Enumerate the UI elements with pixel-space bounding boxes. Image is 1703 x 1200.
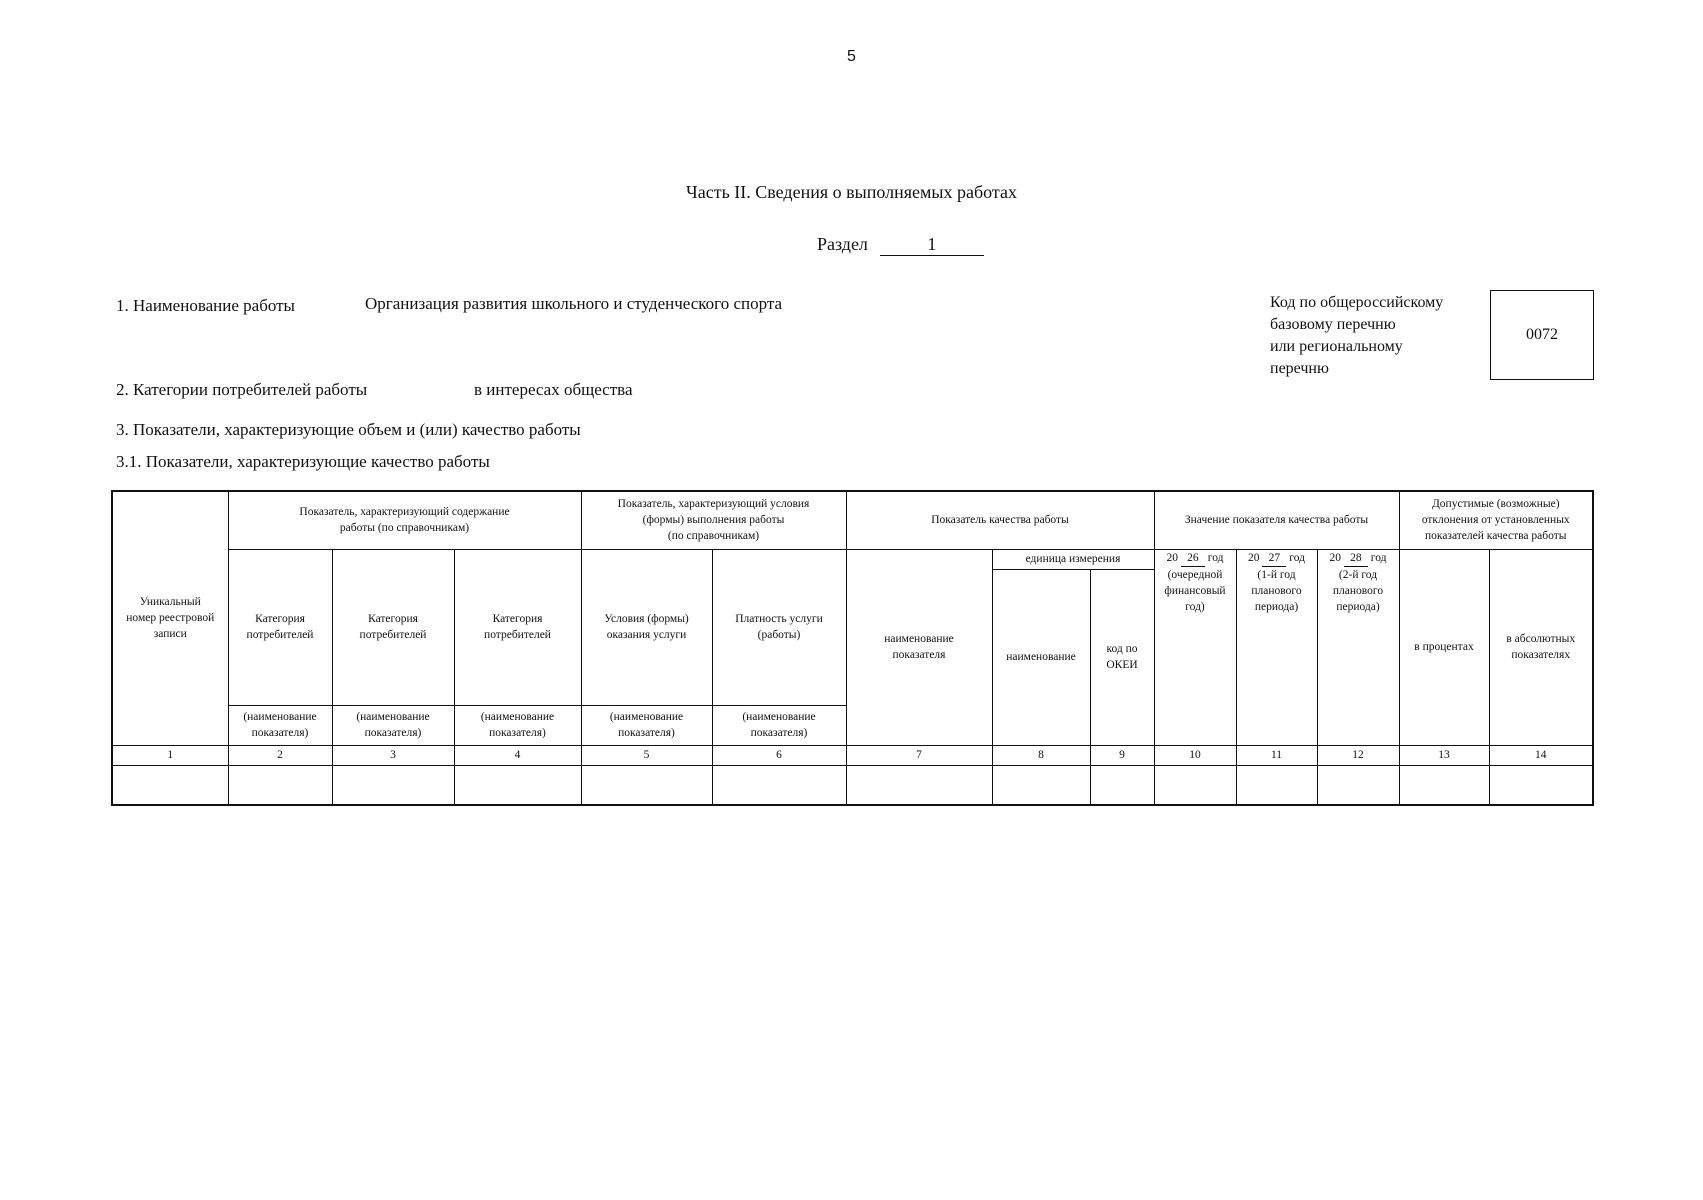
column-number: 14 (1489, 745, 1593, 765)
header-sub-name: (наименование показателя) (332, 705, 454, 745)
header-okei-code: код по ОКЕИ (1090, 569, 1154, 745)
table-row (112, 765, 1593, 805)
quality-table (111, 490, 1594, 806)
header-sub-name: (наименование показателя) (454, 705, 581, 745)
section-number: 1 (880, 234, 984, 256)
code-box: 0072 (1490, 290, 1594, 380)
column-number: 8 (992, 745, 1090, 765)
column-number: 7 (846, 745, 992, 765)
column-number: 6 (712, 745, 846, 765)
column-number: 10 (1154, 745, 1236, 765)
table-cell (1399, 765, 1489, 805)
code-label-line: базовому перечню (1270, 316, 1396, 333)
header-indicator-name: наименование показателя (846, 549, 992, 745)
table-cell (228, 765, 332, 805)
header-unique-number: Уникальный номер реестровой записи (112, 491, 228, 745)
column-number: 5 (581, 745, 712, 765)
table-cell (112, 765, 228, 805)
item3-heading: 3. Показатели, характеризующие объем и (или) качество работы (116, 420, 581, 439)
table-cell (846, 765, 992, 805)
header-category-1: Категория потребителей (228, 549, 332, 705)
header-absolute: в абсолютных показателях (1489, 549, 1593, 745)
item2-label: 2. Категории потребителей работы (116, 380, 368, 399)
part-title: Часть II. Сведения о выполняемых работах (686, 182, 1017, 202)
column-number: 1 (112, 745, 228, 765)
code-label-line: Код по общероссийскому (1270, 294, 1444, 311)
header-percent: в процентах (1399, 549, 1489, 745)
column-number: 12 (1317, 745, 1399, 765)
table-cell (332, 765, 454, 805)
column-number: 3 (332, 745, 454, 765)
table-cell (581, 765, 712, 805)
section-label: Раздел (817, 234, 868, 254)
page-number: 5 (847, 48, 856, 65)
table-cell (1090, 765, 1154, 805)
header-indicator-value: Значение показателя качества работы (1154, 491, 1399, 549)
header-unit-name: наименование (992, 569, 1090, 745)
column-number: 2 (228, 745, 332, 765)
header-unit: единица измерения (992, 549, 1154, 569)
header-category-2: Категория потребителей (332, 549, 454, 705)
column-number: 4 (454, 745, 581, 765)
header-year-3: 20 28 год (2-й год планового периода) (1317, 549, 1399, 745)
code-label-line: перечню (1270, 360, 1329, 377)
item1-label: 1. Наименование работы (116, 296, 295, 315)
column-number: 9 (1090, 745, 1154, 765)
table-cell (1489, 765, 1593, 805)
table-cell (1317, 765, 1399, 805)
item1-value: Организация развития школьного и студенческого спорта (365, 294, 783, 313)
item31-heading: 3.1. Показатели, характеризующие качество работы (116, 452, 490, 471)
column-number: 11 (1236, 745, 1317, 765)
header-sub-name: (наименование показателя) (581, 705, 712, 745)
header-year-2: 20 27 год (1-й год планового периода) (1236, 549, 1317, 745)
table-cell (1154, 765, 1236, 805)
table-cell (1236, 765, 1317, 805)
column-number: 13 (1399, 745, 1489, 765)
header-service-payment: Платность услуги (работы) (712, 549, 846, 705)
section-line (817, 234, 984, 256)
header-service-form: Условия (формы) оказания услуги (581, 549, 712, 705)
header-category-3: Категория потребителей (454, 549, 581, 705)
table-cell (992, 765, 1090, 805)
header-sub-name: (наименование показателя) (228, 705, 332, 745)
code-label-line: или региональному (1270, 338, 1403, 355)
table-cell (712, 765, 846, 805)
table-cell (454, 765, 581, 805)
header-conditions-indicator: Показатель, характеризующий условия (формы) выполнения работы (по справочникам) (581, 491, 846, 549)
header-quality-indicator: Показатель качества работы (846, 491, 1154, 549)
header-allowed-deviation: Допустимые (возможные) отклонения от установленных показателей качества работы (1399, 491, 1593, 549)
code-label (1270, 292, 1443, 380)
header-sub-name: (наименование показателя) (712, 705, 846, 745)
header-year-1: 20 26 год (очередной финансовый год) (1154, 549, 1236, 745)
item2-value: в интересах общества (474, 380, 633, 399)
header-content-indicator: Показатель, характеризующий содержание работы (по справочникам) (228, 491, 581, 549)
